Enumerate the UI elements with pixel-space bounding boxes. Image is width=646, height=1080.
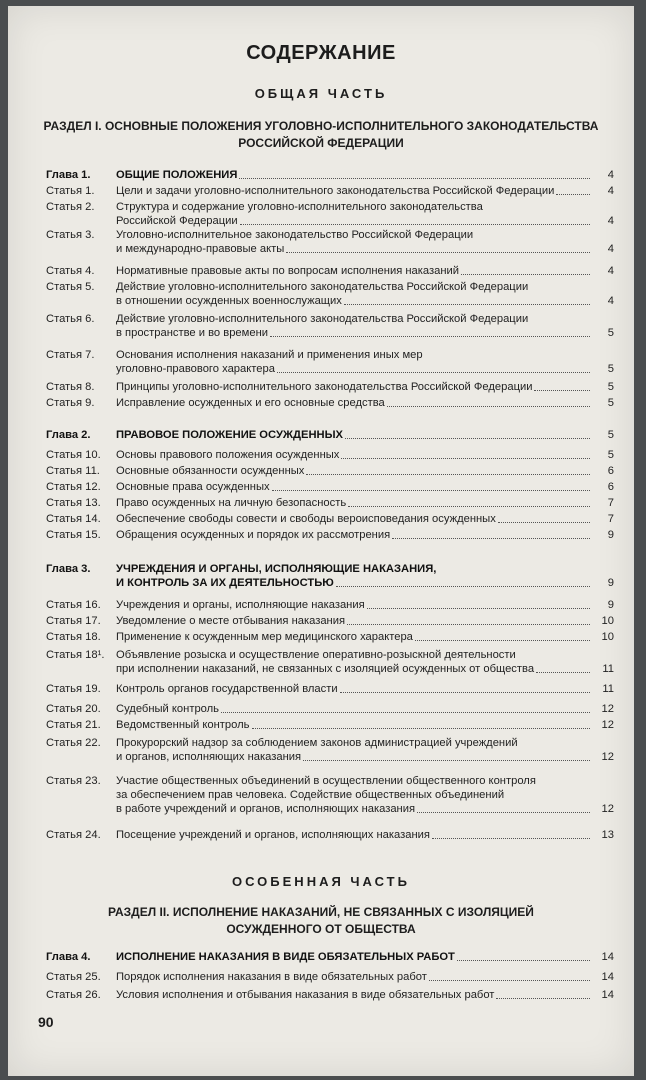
toc-entry-label: Статья 17.	[46, 615, 101, 627]
page-number: 90	[38, 1014, 54, 1030]
toc-entry-title-line: Участие общественных объединений в осуществлении общественного контроля	[116, 775, 536, 787]
section-2-title	[8, 904, 634, 938]
toc-article-entry	[46, 528, 614, 542]
toc-article-entry	[46, 184, 614, 198]
toc-page-number: 12	[601, 719, 614, 731]
toc-entry-title	[116, 184, 592, 198]
toc-entry-label: Статья 5.	[46, 281, 95, 293]
section-1-line1: РАЗДЕЛ I. ОСНОВНЫЕ ПОЛОЖЕНИЯ УГОЛОВНО-ИСПОЛНИТЕЛЬНОГО ЗАКОНОДАТЕЛЬСТВА	[43, 119, 599, 133]
leader-dots	[306, 474, 590, 475]
toc-article-entry	[46, 380, 614, 394]
leader-dots	[277, 372, 590, 373]
toc-entry-title	[116, 348, 592, 376]
toc-entry-title	[116, 736, 592, 764]
toc-page-number: 5	[607, 327, 614, 339]
leader-dots	[556, 194, 590, 195]
toc-entry-title-line: в работе учреждений и органов, исполняющих наказания	[116, 803, 416, 815]
toc-page-number: 5	[607, 449, 614, 461]
toc-page-number: 5	[607, 397, 614, 409]
toc-entry-label: Статья 12.	[46, 481, 101, 493]
toc-entry-title-line: Применение к осужденным мер медицинского характера	[116, 631, 413, 643]
toc-page-number: 6	[607, 465, 614, 477]
leader-dots	[340, 692, 590, 693]
toc-article-entry	[46, 496, 614, 510]
toc-entry-label: Статья 2.	[46, 201, 95, 213]
toc-entry-label: Статья 10.	[46, 449, 101, 461]
leader-dots	[341, 458, 590, 459]
toc-entry-title	[116, 380, 592, 394]
toc-article-entry	[46, 200, 614, 228]
toc-entry-title-line: Исправление осужденных и его основные средства	[116, 397, 385, 409]
toc-entry-title-line: Действие уголовно-исполнительного законодательства Российской Федерации	[116, 281, 529, 293]
toc-entry-label: Статья 20.	[46, 703, 101, 715]
toc-page-number: 10	[601, 631, 614, 643]
toc-article-entry	[46, 736, 614, 764]
toc-entry-title	[116, 648, 592, 676]
leader-dots	[536, 672, 590, 673]
toc-entry-title-line: Ведомственный контроль	[116, 719, 250, 731]
toc-entry-label: Глава 2.	[46, 429, 91, 441]
toc-entry-label: Статья 6.	[46, 313, 95, 325]
toc-entry-label: Статья 11.	[46, 465, 100, 477]
leader-dots	[461, 274, 590, 275]
toc-entry-title	[116, 428, 592, 442]
toc-entry-title-line: Нормативные правовые акты по вопросам исполнения наказаний	[116, 265, 460, 277]
toc-article-entry	[46, 970, 614, 984]
toc-entry-title	[116, 630, 592, 644]
toc-entry-title-line: Судебный контроль	[116, 703, 220, 715]
toc-entry-title	[116, 280, 592, 308]
toc-article-entry	[46, 396, 614, 410]
toc-page-number: 4	[607, 243, 614, 255]
section-2-line2: ОСУЖДЕННОГО ОТ ОБЩЕСТВА	[226, 922, 416, 936]
toc-article-entry	[46, 648, 614, 676]
toc-page-number: 4	[607, 215, 614, 227]
toc-page-number: 7	[607, 497, 614, 509]
toc-page-number: 11	[602, 683, 614, 695]
toc-entry-title-line: ИСПОЛНЕНИЕ НАКАЗАНИЯ В ВИДЕ ОБЯЗАТЕЛЬНЫХ РАБОТ	[116, 951, 455, 963]
toc-entry-label: Статья 4.	[46, 265, 95, 277]
book-page	[8, 6, 634, 1076]
toc-entry-title-line: Основные права осужденных	[116, 481, 270, 493]
toc-entry-label: Статья 18.	[46, 631, 101, 643]
toc-chapter-entry	[46, 562, 614, 590]
toc-entry-title-line: ПРАВОВОЕ ПОЛОЖЕНИЕ ОСУЖДЕННЫХ	[116, 429, 344, 441]
toc-page-number: 4	[607, 169, 614, 181]
toc-entry-title-line: уголовно-правового характера	[116, 363, 275, 375]
toc-entry-title	[116, 448, 592, 462]
toc-entry-title	[116, 512, 592, 526]
toc-page-number: 5	[607, 429, 614, 441]
toc-entry-title-line: И КОНТРОЛЬ ЗА ИХ ДЕЯТЕЛЬНОСТЬЮ	[116, 577, 334, 589]
toc-article-entry	[46, 702, 614, 716]
toc-entry-title-line: Учреждения и органы, исполняющие наказания	[116, 599, 365, 611]
toc-article-entry	[46, 280, 614, 308]
leader-dots	[496, 998, 590, 999]
toc-entry-label: Статья 18¹.	[46, 649, 105, 661]
toc-entry-title	[116, 200, 592, 228]
toc-entry-title	[116, 264, 592, 278]
leader-dots	[221, 712, 590, 713]
toc-entry-title-line: Основы правового положения осужденных	[116, 449, 340, 461]
toc-page-number: 12	[601, 751, 614, 763]
toc-entry-title-line: ОБЩИЕ ПОЛОЖЕНИЯ	[116, 169, 238, 181]
toc-entry-label: Статья 1.	[46, 185, 95, 197]
toc-entry-title	[116, 312, 592, 340]
toc-entry-title	[116, 168, 592, 182]
toc-page-number: 14	[601, 951, 614, 963]
part-special-title: ОСОБЕННАЯ ЧАСТЬ	[232, 874, 410, 889]
toc-entry-label: Статья 8.	[46, 381, 95, 393]
toc-entry-title	[116, 496, 592, 510]
toc-entry-title-line: Уведомление о месте отбывания наказания	[116, 615, 346, 627]
leader-dots	[239, 178, 590, 179]
toc-entry-label: Статья 13.	[46, 497, 101, 509]
leader-dots	[344, 304, 590, 305]
toc-page-number: 6	[607, 481, 614, 493]
toc-entry-title-line: УЧРЕЖДЕНИЯ И ОРГАНЫ, ИСПОЛНЯЮЩИЕ НАКАЗАНИЯ,	[116, 563, 437, 575]
section-2-line1: РАЗДЕЛ II. ИСПОЛНЕНИЕ НАКАЗАНИЙ, НЕ СВЯЗАННЫХ С ИЗОЛЯЦИЕЙ	[108, 905, 534, 919]
toc-entry-title-line: Обращения осужденных и порядок их рассмотрения	[116, 529, 391, 541]
toc-entry-label: Статья 23.	[46, 775, 101, 787]
toc-page-number: 5	[607, 381, 614, 393]
leader-dots	[348, 506, 590, 507]
toc-entry-title-line: Российской Федерации	[116, 215, 238, 227]
toc-article-entry	[46, 228, 614, 256]
toc-entry-label: Глава 1.	[46, 169, 91, 181]
leader-dots	[286, 252, 590, 253]
toc-entry-label: Статья 15.	[46, 529, 101, 541]
toc-article-entry	[46, 630, 614, 644]
toc-entry-label: Статья 3.	[46, 229, 95, 241]
toc-entry-title-line: Условия исполнения и отбывания наказания в виде обязательных работ	[116, 989, 495, 1001]
toc-entry-title	[116, 464, 592, 478]
toc-page-number: 9	[607, 577, 614, 589]
toc-page-number: 4	[607, 295, 614, 307]
leader-dots	[270, 336, 590, 337]
toc-chapter-entry	[46, 950, 614, 964]
toc-entry-label: Статья 21.	[46, 719, 101, 731]
toc-entry-label: Статья 7.	[46, 349, 95, 361]
toc-entry-label: Глава 3.	[46, 563, 91, 575]
toc-entry-title-line: Структура и содержание уголовно-исполнительного законодательства	[116, 201, 483, 213]
leader-dots	[432, 838, 590, 839]
leader-dots	[367, 608, 590, 609]
toc-entry-title	[116, 682, 592, 696]
toc-page-number: 7	[607, 513, 614, 525]
toc-article-entry	[46, 348, 614, 376]
leader-dots	[303, 760, 590, 761]
section-1-title	[8, 118, 634, 152]
toc-entry-label: Статья 9.	[46, 397, 95, 409]
toc-page-number: 10	[601, 615, 614, 627]
toc-entry-label: Статья 24.	[46, 829, 101, 841]
toc-chapter-entry	[46, 168, 614, 182]
toc-article-entry	[46, 264, 614, 278]
toc-entry-label: Статья 16.	[46, 599, 101, 611]
toc-entry-label: Статья 26.	[46, 989, 101, 1001]
toc-article-entry	[46, 614, 614, 628]
leader-dots	[336, 586, 590, 587]
toc-entry-title-line: при исполнении наказаний, не связанных с изоляцией осужденных от общества	[116, 663, 535, 675]
leader-dots	[534, 390, 590, 391]
toc-page-number: 12	[601, 803, 614, 815]
toc-entry-label: Статья 19.	[46, 683, 101, 695]
leader-dots	[240, 224, 590, 225]
toc-page-number: 9	[607, 529, 614, 541]
toc-entry-title	[116, 828, 592, 842]
toc-page-number: 14	[601, 989, 614, 1001]
toc-entry-title-line: Принципы уголовно-исполнительного законодательства Российской Федерации	[116, 381, 533, 393]
leader-dots	[345, 438, 590, 439]
toc-entry-title	[116, 528, 592, 542]
toc-entry-title	[116, 562, 592, 590]
leader-dots	[498, 522, 590, 523]
toc-entry-title-line: Обеспечение свободы совести и свободы вероисповедания осужденных	[116, 513, 496, 525]
toc-entry-title	[116, 988, 592, 1002]
leader-dots	[429, 980, 590, 981]
toc-entry-title-line: Уголовно-исполнительное законодательство Российской Федерации	[116, 229, 474, 241]
toc-entry-title-line: Контроль органов государственной власти	[116, 683, 338, 695]
toc-entry-title-line: и международно-правовые акты	[116, 243, 285, 255]
leader-dots	[392, 538, 590, 539]
toc-article-entry	[46, 682, 614, 696]
toc-entry-title	[116, 718, 592, 732]
leader-dots	[417, 812, 590, 813]
toc-entry-title	[116, 598, 592, 612]
toc-page-number: 13	[601, 829, 614, 841]
toc-article-entry	[46, 988, 614, 1002]
toc-article-entry	[46, 480, 614, 494]
toc-page-number: 4	[607, 265, 614, 277]
toc-entry-title-line: Основные обязанности осужденных	[116, 465, 305, 477]
leader-dots	[387, 406, 590, 407]
toc-article-entry	[46, 774, 614, 816]
toc-entry-title-line: Порядок исполнения наказания в виде обязательных работ	[116, 971, 427, 983]
toc-entry-title	[116, 396, 592, 410]
toc-article-entry	[46, 448, 614, 462]
leader-dots	[252, 728, 591, 729]
leader-dots	[272, 490, 590, 491]
toc-page-number: 11	[602, 663, 614, 675]
toc-entry-title-line: Прокурорский надзор за соблюдением законов администрацией учреждений	[116, 737, 518, 749]
contents-title: СОДЕРЖАНИЕ	[246, 42, 396, 64]
leader-dots	[347, 624, 590, 625]
toc-article-entry	[46, 464, 614, 478]
toc-page-number: 14	[601, 971, 614, 983]
toc-entry-label: Статья 25.	[46, 971, 101, 983]
toc-entry-title-line: Основания исполнения наказаний и применения иных мер	[116, 349, 423, 361]
toc-entry-label: Статья 14.	[46, 513, 101, 525]
toc-entry-title-line: в пространстве и во времени	[116, 327, 268, 339]
toc-entry-title-line: Цели и задачи уголовно-исполнительного законодательства Российской Федерации	[116, 185, 555, 197]
toc-entry-title-line: Действие уголовно-исполнительного законодательства Российской Федерации	[116, 313, 529, 325]
toc-entry-title	[116, 970, 592, 984]
toc-article-entry	[46, 598, 614, 612]
toc-entry-title	[116, 774, 592, 816]
toc-entry-title	[116, 228, 592, 256]
toc-article-entry	[46, 718, 614, 732]
toc-page-number: 5	[607, 363, 614, 375]
toc-article-entry	[46, 512, 614, 526]
toc-page-number: 9	[607, 599, 614, 611]
toc-entry-title-line: Право осужденных на личную безопасность	[116, 497, 347, 509]
toc-entry-title	[116, 950, 592, 964]
toc-entry-title-line: Объявление розыска и осуществление оперативно-розыскной деятельности	[116, 649, 516, 661]
toc-article-entry	[46, 312, 614, 340]
toc-entry-label: Статья 22.	[46, 737, 101, 749]
toc-entry-label: Глава 4.	[46, 951, 91, 963]
toc-entry-title	[116, 480, 592, 494]
leader-dots	[415, 640, 590, 641]
toc-entry-title-line: Посещение учреждений и органов, исполняющих наказания	[116, 829, 430, 841]
part-general-title: ОБЩАЯ ЧАСТЬ	[254, 86, 388, 101]
toc-entry-title-line: в отношении осужденных военнослужащих	[116, 295, 342, 307]
section-1-line2: РОССИЙСКОЙ ФЕДЕРАЦИИ	[238, 136, 404, 150]
toc-entry-title	[116, 614, 592, 628]
leader-dots	[457, 960, 590, 961]
toc-entry-title-line: за обеспечением прав человека. Содействие общественных объединений	[116, 789, 505, 801]
toc-article-entry	[46, 828, 614, 842]
toc-page-number: 12	[601, 703, 614, 715]
toc-entry-title-line: и органов, исполняющих наказания	[116, 751, 302, 763]
toc-chapter-entry	[46, 428, 614, 442]
toc-page-number: 4	[607, 185, 614, 197]
toc-entry-title	[116, 702, 592, 716]
